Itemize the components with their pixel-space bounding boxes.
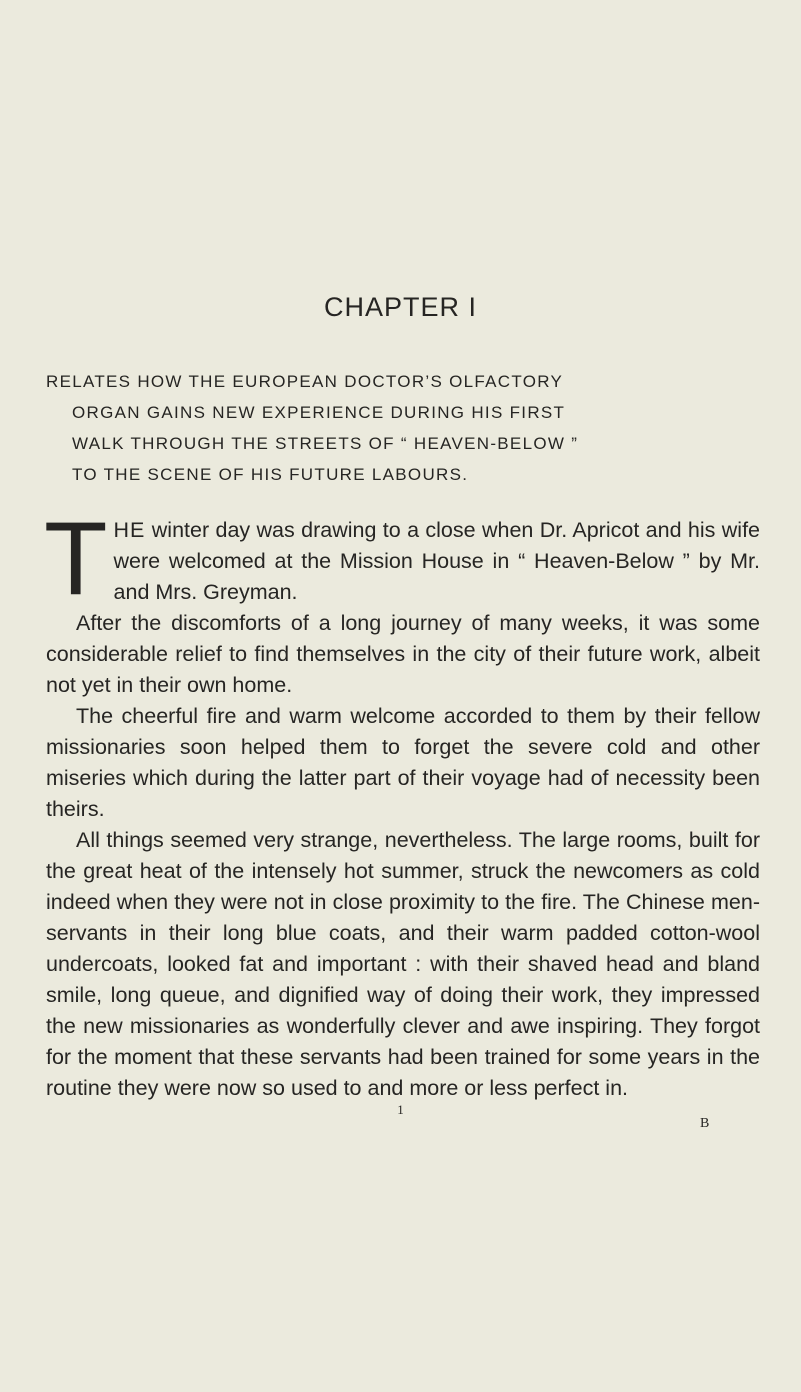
summary-line: RELATES HOW THE EUROPEAN DOCTOR’S OLFACTORY bbox=[46, 372, 564, 391]
opening-caps: HE bbox=[113, 518, 146, 542]
paragraph-1 bbox=[44, 501, 760, 617]
drop-cap: T bbox=[44, 501, 108, 617]
summary-line: TO THE SCENE OF HIS FUTURE LABOURS. bbox=[72, 465, 469, 484]
paragraph-4: All things seemed very strange, nevertheless. The large rooms, built for the great heat of the intensely hot summer, struck the newcomers as cold indeed when they were not in close proximity to the fire. The Chinese men-servants in their long blue coats, and their warm padded cotton-wool undercoats, looked fat and important : with their shaved head and bland smile, long queue, and dignified way of doing their work, they impressed the new missionaries as wonderfully clever and awe inspiring. They forgot for the moment that these servants had been trained for some years in the routine they were now so used to and more or less perfect in. bbox=[46, 828, 760, 1100]
chapter-body bbox=[44, 501, 760, 1104]
summary-line: WALK THROUGH THE STREETS OF “ HEAVEN-BELOW ” bbox=[72, 434, 579, 453]
paragraph-2: After the discomforts of a long journey of many weeks, it was some considerable relief to find themselves in the city of their future work, albeit not yet in their own home. bbox=[46, 611, 760, 697]
summary-line: ORGAN GAINS NEW EXPERIENCE DURING HIS FIRST bbox=[72, 403, 566, 422]
paragraph-text: winter day was drawing to a close when Dr. Apricot and his wife were welcomed at the Mission House in “ Heaven-Below ” by Mr. and Mrs. Greyman. bbox=[113, 518, 760, 604]
chapter-summary bbox=[46, 366, 758, 490]
signature-mark: B bbox=[700, 1116, 710, 1131]
chapter-heading: CHAPTER I bbox=[323, 292, 478, 322]
page-number: 1 bbox=[397, 1102, 404, 1117]
paragraph-3: The cheerful fire and warm welcome accorded to them by their fellow missionaries soon helped them to forget the severe cold and other miseries which during the latter part of their voyage had of necessity been theirs. bbox=[46, 704, 760, 821]
